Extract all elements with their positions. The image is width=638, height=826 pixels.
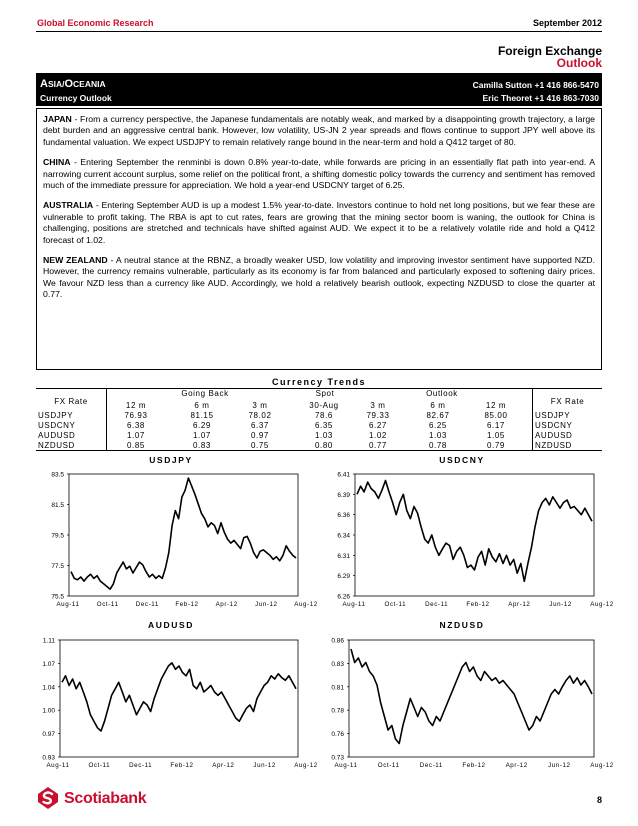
- series-line-usdjpy: [71, 478, 296, 589]
- y-tick-label: 75.5: [51, 593, 64, 601]
- contact-1: Camilla Sutton +1 416 866-5470: [472, 80, 599, 90]
- table-cell: 79.33: [366, 411, 390, 420]
- y-tick-label: 0.97: [42, 731, 55, 739]
- table-row-pair-label: AUDUSD: [38, 431, 76, 440]
- y-tick-label: 6.31: [337, 552, 350, 560]
- y-tick-label: 0.86: [331, 637, 344, 645]
- paragraph-text: - Entering September AUD is up a modest 1.5% year-to-date. Investors continue to hold net long positions, but we fear these are vulnerable to profit taking. The RBA is apt to cut rates, fears are growing that the mining sector boom is waning, the outlook for China is challenging, positions are stretched and technicals have shifted against AUD. We expect it to be a relatively volatile ride and hold a Q412 forecast of 1.02.: [43, 200, 595, 245]
- chart-title-usdcny: USDCNY: [439, 455, 485, 465]
- y-tick-label: 0.76: [331, 731, 344, 739]
- table-row-pair-label-right: NZDUSD: [535, 441, 572, 450]
- going-back-header: Going Back: [181, 389, 229, 398]
- x-tick-label: Aug-11: [56, 601, 80, 608]
- table-cell: 1.03: [315, 431, 333, 440]
- x-tick-label: Feb-12: [462, 762, 486, 769]
- y-tick-label: 6.41: [337, 471, 350, 479]
- chart-title-audusd: AUDUSD: [148, 620, 194, 630]
- paragraph-new-zealand: [43, 255, 595, 301]
- audusd-chart: [36, 632, 318, 780]
- col-header-12m-back: 12 m: [125, 401, 147, 410]
- table-cell: 6.37: [251, 421, 269, 430]
- table-cell: 0.77: [369, 441, 387, 450]
- usdjpy-chart: [36, 466, 318, 611]
- table-cell: 0.79: [487, 441, 505, 450]
- fx-rate-header-left: FX Rate: [54, 397, 88, 406]
- table-cell: 0.97: [251, 431, 269, 440]
- x-tick-label: Aug-11: [46, 762, 70, 769]
- table-row-pair-label-right: USDJPY: [535, 411, 571, 420]
- col-header-12m-outlook: 12 m: [485, 401, 507, 410]
- x-tick-label: Dec-11: [129, 762, 153, 769]
- report-date: September 2012: [532, 18, 602, 28]
- y-tick-label: 1.00: [42, 707, 55, 715]
- series-line-usdcny: [357, 481, 592, 582]
- nzdusd-chart: [322, 632, 614, 780]
- paragraph-lead: AUSTRALIA: [43, 200, 94, 211]
- region-title-initial-a: A: [40, 78, 48, 90]
- outlook-header: Outlook: [426, 389, 458, 398]
- x-tick-label: Feb-12: [170, 762, 194, 769]
- table-cell: 6.38: [127, 421, 145, 430]
- table-cell: 6.35: [315, 421, 333, 430]
- col-header-3m-back: 3 m: [252, 401, 268, 410]
- x-tick-label: Aug-11: [334, 762, 358, 769]
- x-tick-label: Oct-11: [96, 601, 119, 608]
- paragraph-lead: NEW ZEALAND: [43, 255, 108, 266]
- x-tick-label: Oct-11: [384, 601, 407, 608]
- x-tick-label: Aug-12: [294, 601, 318, 608]
- y-tick-label: 6.39: [337, 491, 350, 499]
- table-cell: 6.25: [429, 421, 447, 430]
- y-tick-label: 1.11: [42, 637, 55, 645]
- section-subtitle: Currency Outlook: [40, 93, 112, 103]
- table-cell: 85.00: [484, 411, 508, 420]
- table-cell: 78.02: [248, 411, 272, 420]
- x-tick-label: Aug-12: [294, 762, 318, 769]
- x-tick-label: Apr-12: [215, 601, 238, 608]
- plot-frame: [60, 640, 298, 757]
- paragraph-text: - Entering September the renminbi is down 0.8% year-to-date, while forwards are pricing in an essentially flat path into year-end. A narrowing current account surplus, some relief on the political front, a shifting domestic policy towards the currency and sentiment has removed much of the immediate pressure for appreciation. We hold a year-end USDCNY target of 6.25.: [43, 157, 595, 191]
- y-tick-label: 6.26: [337, 593, 350, 601]
- y-tick-label: 0.93: [42, 754, 55, 762]
- paragraph-text: - A neutral stance at the RBNZ, a broadly weaker USD, low volatility and improving investor sentiment have supported NZD. However, the currency remains vulnerable, particularly as its economy is far from balanced and particularly exposed to softening dairy prices. We favour NZD less than a currency like AUD. Accordingly, we hold a relatively bearish outlook, expecting NZDUSD to close the quarter at 0.77.: [43, 255, 595, 300]
- y-tick-label: 83.5: [51, 471, 64, 479]
- table-cell: 0.83: [193, 441, 211, 450]
- series-line-audusd: [62, 663, 296, 731]
- table-bottom-rule: [36, 450, 602, 451]
- chart-title-usdjpy: USDJPY: [149, 455, 193, 465]
- table-cell: 0.85: [127, 441, 145, 450]
- scotiabank-logo-icon: [37, 786, 59, 810]
- x-tick-label: Oct-11: [88, 762, 111, 769]
- page-number: 8: [596, 795, 602, 805]
- table-cell: 0.80: [315, 441, 333, 450]
- paragraph-lead: CHINA: [43, 157, 71, 168]
- table-cell: 76.93: [124, 411, 148, 420]
- table-cell: 0.78: [429, 441, 447, 450]
- table-cell: 1.05: [487, 431, 505, 440]
- y-tick-label: 1.07: [42, 660, 55, 668]
- contact-2: Eric Theoret +1 416 863-7030: [482, 93, 599, 103]
- y-tick-label: 0.81: [331, 684, 344, 692]
- report-subtitle: Outlook: [556, 56, 602, 70]
- spot-header: Spot: [315, 389, 335, 398]
- report-title: Foreign Exchange: [497, 44, 602, 58]
- region-title: [40, 78, 106, 90]
- x-tick-label: Apr-12: [505, 762, 528, 769]
- x-tick-label: Jun-12: [255, 601, 278, 608]
- y-tick-label: 81.5: [51, 502, 64, 509]
- x-tick-label: Oct-11: [377, 762, 400, 769]
- x-tick-label: Dec-11: [419, 762, 443, 769]
- plot-frame: [355, 474, 594, 596]
- table-row-pair-label-right: USDCNY: [535, 421, 573, 430]
- x-tick-label: Feb-12: [175, 601, 199, 608]
- y-tick-label: 1.04: [42, 684, 55, 692]
- table-cell: 1.03: [429, 431, 447, 440]
- table-left-divider: [106, 388, 107, 450]
- table-cell: 0.75: [251, 441, 269, 450]
- y-tick-label: 6.34: [337, 532, 350, 540]
- region-title-rest-o: CEANIA: [73, 79, 106, 89]
- plot-frame: [349, 640, 594, 757]
- col-header-3m-outlook: 3 m: [370, 401, 386, 410]
- paragraph-japan: [43, 114, 595, 148]
- trends-table-title: Currency Trends: [271, 377, 367, 387]
- col-header-spot-date: 30-Aug: [309, 401, 339, 410]
- x-tick-label: Aug-11: [342, 601, 366, 608]
- table-row-pair-label: NZDUSD: [38, 441, 75, 450]
- paragraph-australia: [43, 200, 595, 246]
- table-row-pair-label: USDJPY: [38, 411, 74, 420]
- paragraph-text: - From a currency perspective, the Japanese fundamentals are notably weak, and marked by a disappointing growth trajectory, a large debt burden and an aggressive central bank. However, low volatility, US-JN 2 year spreads and flows continue to support JPY well above its fundamental valuation. We expect USDJPY to remain relatively range bound in the near-term and hold a Q412 target of 80.: [43, 114, 595, 147]
- x-tick-label: Apr-12: [508, 601, 531, 608]
- x-tick-label: Jun-12: [549, 601, 572, 608]
- x-tick-label: Jun-12: [253, 762, 276, 769]
- y-tick-label: 77.5: [51, 563, 64, 570]
- header-divider: [36, 31, 602, 32]
- x-tick-label: Aug-12: [590, 762, 614, 769]
- x-tick-label: Aug-12: [590, 601, 614, 608]
- table-cell: 6.29: [193, 421, 211, 430]
- paragraph-lead: JAPAN: [43, 114, 72, 124]
- table-cell: 6.27: [369, 421, 387, 430]
- y-tick-label: 0.83: [331, 660, 344, 668]
- y-tick-label: 79.5: [51, 532, 64, 540]
- x-tick-label: Jun-12: [548, 762, 571, 769]
- fx-rate-header-right: FX Rate: [550, 397, 585, 406]
- x-tick-label: Apr-12: [212, 762, 235, 769]
- col-header-6m-back: 6 m: [194, 401, 210, 410]
- report-series-label: Global Economic Research: [37, 18, 154, 28]
- table-cell: 78.6: [315, 411, 333, 420]
- region-title-rest-a: SIA/: [47, 79, 65, 89]
- x-tick-label: Dec-11: [135, 601, 159, 608]
- y-tick-label: 0.78: [331, 707, 344, 715]
- scotiabank-wordmark: Scotiabank: [64, 790, 147, 807]
- usdcny-chart: [322, 466, 614, 611]
- chart-title-nzdusd: NZDUSD: [439, 620, 485, 630]
- table-cell: 81.15: [190, 411, 214, 420]
- table-cell: 82.67: [426, 411, 450, 420]
- table-cell: 1.07: [193, 431, 211, 440]
- table-row-pair-label: USDCNY: [38, 421, 76, 430]
- paragraph-china: [43, 157, 595, 191]
- region-title-initial-o: O: [64, 78, 74, 90]
- x-tick-label: Feb-12: [466, 601, 490, 608]
- table-cell: 1.07: [127, 431, 145, 440]
- y-tick-label: 6.29: [337, 573, 350, 581]
- series-line-nzdusd: [351, 649, 592, 744]
- commentary-box: [36, 108, 602, 370]
- table-cell: 6.17: [487, 421, 505, 430]
- table-row-pair-label-right: AUDUSD: [535, 431, 573, 440]
- table-cell: 1.02: [369, 431, 387, 440]
- col-header-6m-outlook: 6 m: [430, 401, 446, 410]
- y-tick-label: 0.73: [331, 754, 344, 762]
- y-tick-label: 6.36: [337, 512, 350, 520]
- x-tick-label: Dec-11: [425, 601, 449, 608]
- section-band: [36, 73, 602, 106]
